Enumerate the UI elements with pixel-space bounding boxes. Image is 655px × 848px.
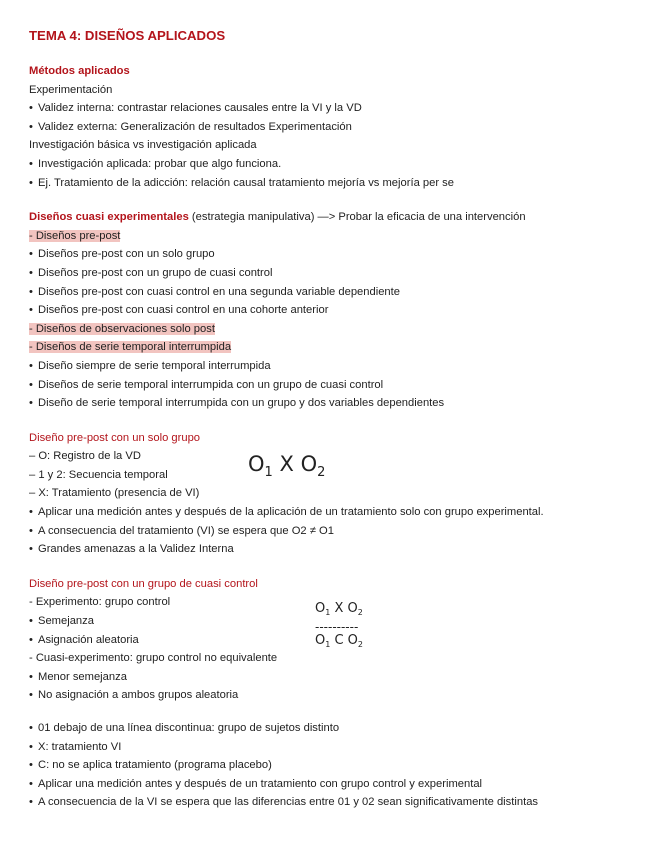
formula-top-row (315, 601, 363, 621)
cuasi-heading: Diseños cuasi experimentales (29, 211, 189, 224)
list-item (29, 227, 639, 246)
list-item (29, 174, 639, 193)
cuasi-section (29, 208, 639, 413)
formula-bottom-sub1: 1 (325, 640, 331, 649)
list-item (29, 118, 639, 137)
formula-bottom-o1: O (315, 633, 326, 648)
list-item (29, 136, 639, 155)
list-item-text: • Diseños pre-post con cuasi control en una cohorte anterior (29, 304, 328, 316)
list-item (29, 522, 639, 541)
list-item-text: • Validez externa: Generalización de resultados Experimentación (29, 121, 352, 133)
list-item-text: • Menor semejanza (29, 671, 127, 683)
page-title: TEMA 4: DISEÑOS APLICADOS (29, 28, 226, 43)
list-item-text: - Cuasi-experimento: grupo control no equivalente (29, 652, 278, 665)
formula-sub1: 1 (264, 465, 273, 480)
list-item-text: • Asignación aleatoria (29, 634, 139, 646)
list-item (29, 99, 639, 118)
list-item-text: – O: Registro de la VD (29, 450, 141, 463)
formula-bottom-row (315, 633, 363, 653)
list-item-text: • A consecuencia del tratamiento (VI) se espera que O2 ≠ O1 (29, 525, 334, 537)
list-item (29, 719, 639, 738)
list-item-text: • Investigación aplicada: probar que algo funciona. (29, 158, 281, 170)
list-item-text: • A consecuencia de la VI se espera que las diferencias entre 01 y 02 sean significativamente distintas (29, 796, 538, 808)
cuasi-list (29, 227, 639, 413)
formula-bottom-sub2: 2 (357, 640, 363, 649)
formula-top-sub2: 2 (357, 608, 363, 617)
list-item-text: • Validez interna: contrastar relaciones causales entre la VI y la VD (29, 102, 362, 114)
list-item-text: - Diseños de serie temporal interrumpida (29, 341, 232, 354)
list-item (29, 686, 639, 705)
list-item-text: • Diseños de serie temporal interrumpida con un grupo de cuasi control (29, 379, 383, 391)
formula-x: X (272, 452, 301, 476)
list-item-text: • Diseño de serie temporal interrumpida con un grupo y dos variables dependientes (29, 397, 444, 409)
list-item (29, 394, 639, 413)
formula-top-o2: O (347, 601, 358, 616)
list-item-text: • Aplicar una medición antes y después de la aplicación de un tratamiento solo con grupo experimental. (29, 506, 544, 518)
list-item-text: • No asignación a ambos grupos aleatoria (29, 689, 238, 701)
list-item-text: – 1 y 2: Secuencia temporal (29, 468, 168, 481)
cuasi-control-notes (29, 719, 639, 812)
list-item-text: • Diseños pre-post con cuasi control en una segunda variable dependiente (29, 286, 400, 298)
document-page (29, 26, 639, 812)
list-item (29, 756, 639, 775)
list-item (29, 301, 639, 320)
list-item (29, 668, 639, 687)
metodos-list (29, 81, 639, 193)
list-item-text: - Diseños pre-post (29, 229, 121, 242)
formula-top-mid: X (330, 601, 348, 616)
list-item (29, 338, 639, 357)
metodos-section (29, 62, 639, 192)
list-item-text: Investigación básica vs investigación aplicada (29, 139, 257, 152)
list-item (29, 320, 639, 339)
list-item-text: • Ej. Tratamiento de la adicción: relación causal tratamiento mejoría vs mejoría per se (29, 177, 454, 189)
list-item (29, 738, 639, 757)
list-item-text: • 01 debajo de una línea discontinua: grupo de sujetos distinto (29, 722, 339, 734)
formula-dashed-line: ---------- (315, 620, 359, 634)
list-item-text: • Grandes amenazas a la Validez Interna (29, 543, 234, 555)
list-item-text: • Diseños pre-post con un solo grupo (29, 248, 215, 260)
list-item (29, 793, 639, 812)
list-item (29, 466, 639, 485)
formula-bottom-mid: C (330, 633, 348, 648)
formula-cuasi-control (315, 601, 363, 653)
list-item (29, 775, 639, 794)
list-item-text: Experimentación (29, 83, 113, 96)
metodos-heading: Métodos aplicados (29, 65, 130, 77)
list-item (29, 283, 639, 302)
list-item (29, 376, 639, 395)
formula-pre-post (248, 452, 325, 480)
list-item (29, 503, 639, 522)
list-item (29, 81, 639, 100)
formula-o2: O (300, 452, 318, 476)
list-item (29, 155, 639, 174)
formula-sub2: 2 (317, 465, 326, 480)
cuasi-heading-line (29, 208, 639, 227)
solo-grupo-list (29, 447, 639, 559)
list-item-text: - Experimento: grupo control (29, 596, 171, 609)
list-item-text: – X: Tratamiento (presencia de VI) (29, 487, 200, 500)
list-item (29, 357, 639, 376)
list-item (29, 245, 639, 264)
list-item (29, 447, 639, 466)
list-item (29, 484, 639, 503)
list-item (29, 540, 639, 559)
list-item-text: • Aplicar una medición antes y después de un tratamiento con grupo control y experimental (29, 778, 482, 790)
list-item-text: - Diseños de observaciones solo post (29, 322, 215, 335)
list-item-text: • X: tratamiento VI (29, 741, 121, 753)
formula-bottom-o2: O (347, 633, 358, 648)
solo-grupo-section (29, 429, 639, 559)
list-item-text: • Diseños pre-post con un grupo de cuasi control (29, 267, 272, 279)
formula-o1: O (248, 452, 265, 476)
formula-top-sub1: 1 (325, 608, 331, 617)
list-item (29, 264, 639, 283)
list-item-text: • Semejanza (29, 615, 94, 627)
cuasi-control-heading: Diseño pre-post con un grupo de cuasi control (29, 577, 258, 590)
cuasi-heading-note: (estrategia manipulativa) —> Probar la eficacia de una intervención (188, 211, 526, 224)
list-item-text: • Diseño siempre de serie temporal interrumpida (29, 360, 271, 372)
solo-grupo-heading: Diseño pre-post con un solo grupo (29, 431, 201, 444)
list-item-text: • C: no se aplica tratamiento (programa placebo) (29, 759, 272, 771)
formula-top-o1: O (315, 601, 326, 616)
